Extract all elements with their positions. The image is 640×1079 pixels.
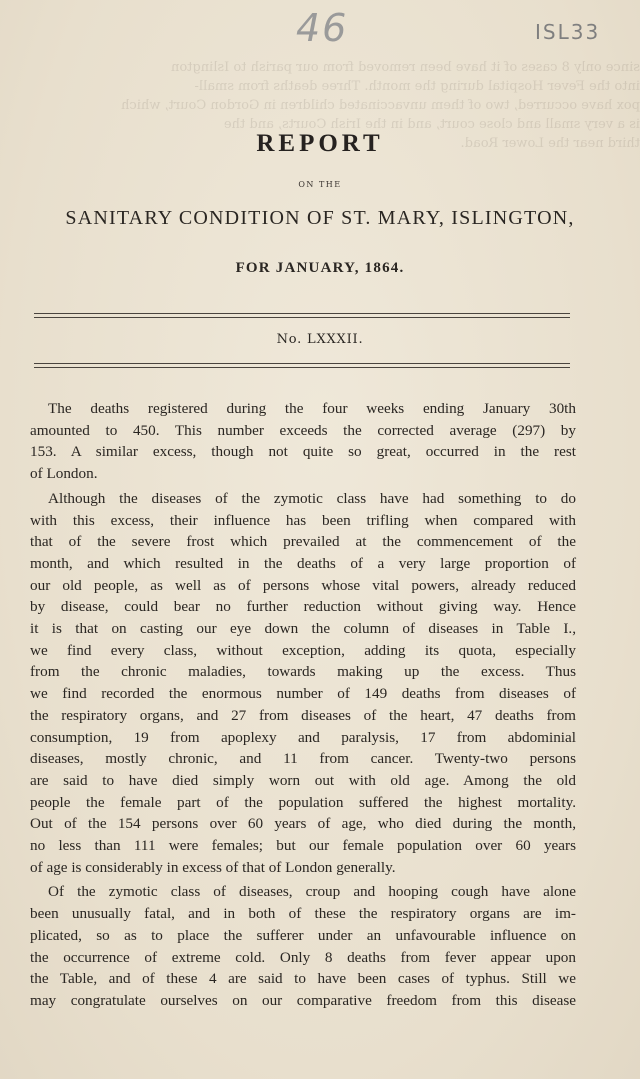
body-line: of age is considerably in excess of that of London generally. [30,858,396,876]
body-line: diseases, mostly chronic, and 11 from cancer. Twenty-two persons [30,750,576,768]
body-line: people the female part of the population suffered the highest mortality. [30,793,576,811]
body-line: we find every class, without exception, adding its quota, especially [30,641,576,659]
double-rule-bottom-2 [34,367,570,368]
body-line: the Table, and of these 4 are said to have been cases of typhus. Still we [30,970,576,988]
body-line: the respiratory organs, and 27 from diseases of the heart, 47 deaths from [30,706,576,724]
body-line: are said to have died simply worn out with old age. Among the old [30,771,576,789]
body-line: our old people, as well as of persons whose vital powers, already reduced [30,576,576,594]
report-date-line: FOR JANUARY, 1864. [235,260,405,276]
body-line: been unusually fatal, and in both of these the respiratory organs are im- [30,905,576,923]
report-title: REPORT [256,130,384,157]
body-line: The deaths registered during the four weeks ending January 30th [48,400,576,417]
body-line: it is that on casting our eye down the column of diseases in Table I., [30,620,576,638]
double-rule-bottom-1 [34,363,570,364]
body-line: that of the severe frost which prevailed at the commencement of the [30,533,576,551]
body-line: by disease, could bear no further reduction without giving way. Hence [30,598,576,616]
report-number: No. LXXXII. [276,332,364,347]
body-line: with this excess, their influence has been trifling when compared with [30,511,576,529]
body-line: we find recorded the enormous number of 149 deaths from diseases of [30,685,576,703]
body-line: no less than 111 were females; but our female population over 60 years [30,837,576,855]
body-line: may congratulate ourselves on our comparative freedom from this disease [30,991,576,1009]
bleed-through-text: since only 8 cases of it have been removed from our parish to Islington into the Fever Hospital during the month. Three deaths from small- pox have occurred, two of them unvaccinated children in Gordon Court, which is a very small and close court, and in the Irish Courts, and the third near the Lower Road. [121,60,640,151]
body-line: the occurrence of extreme cold. Only 8 deaths from fever appear upon [30,948,576,966]
body-line: from the chronic maladies, towards making up the excess. Thus [30,663,576,681]
body-line: amounted to 450. This number exceeds the corrected average (297) by [30,421,576,439]
handwritten-page-number: 46 [296,6,349,50]
body-line: Of the zymotic class of diseases, croup and hooping cough have alone [48,883,576,901]
handwritten-shelfmark: ISL33 [535,20,601,44]
body-line: consumption, 19 from apoplexy and paralysis, 17 from abdominial [30,728,576,746]
body-line: Out of the 154 persons over 60 years of age, who died during the month, [30,815,576,833]
body-line: 153. A similar excess, though not quite so great, occurred in the rest [30,443,576,461]
on-the-label: ON THE [298,180,342,189]
double-rule-top-2 [34,317,570,318]
body-line: of London. [30,465,98,483]
double-rule-top-1 [34,313,570,314]
body-line: plicated, so as to place the sufferer under an unfavourable influence on [30,926,576,944]
body-line: month, and which resulted in the deaths of a very large proportion of [30,554,576,572]
report-body [30,398,576,1012]
body-line: Although the diseases of the zymotic class have had something to do [48,489,576,507]
report-subtitle: SANITARY CONDITION OF ST. MARY, ISLINGTON, [65,207,575,229]
